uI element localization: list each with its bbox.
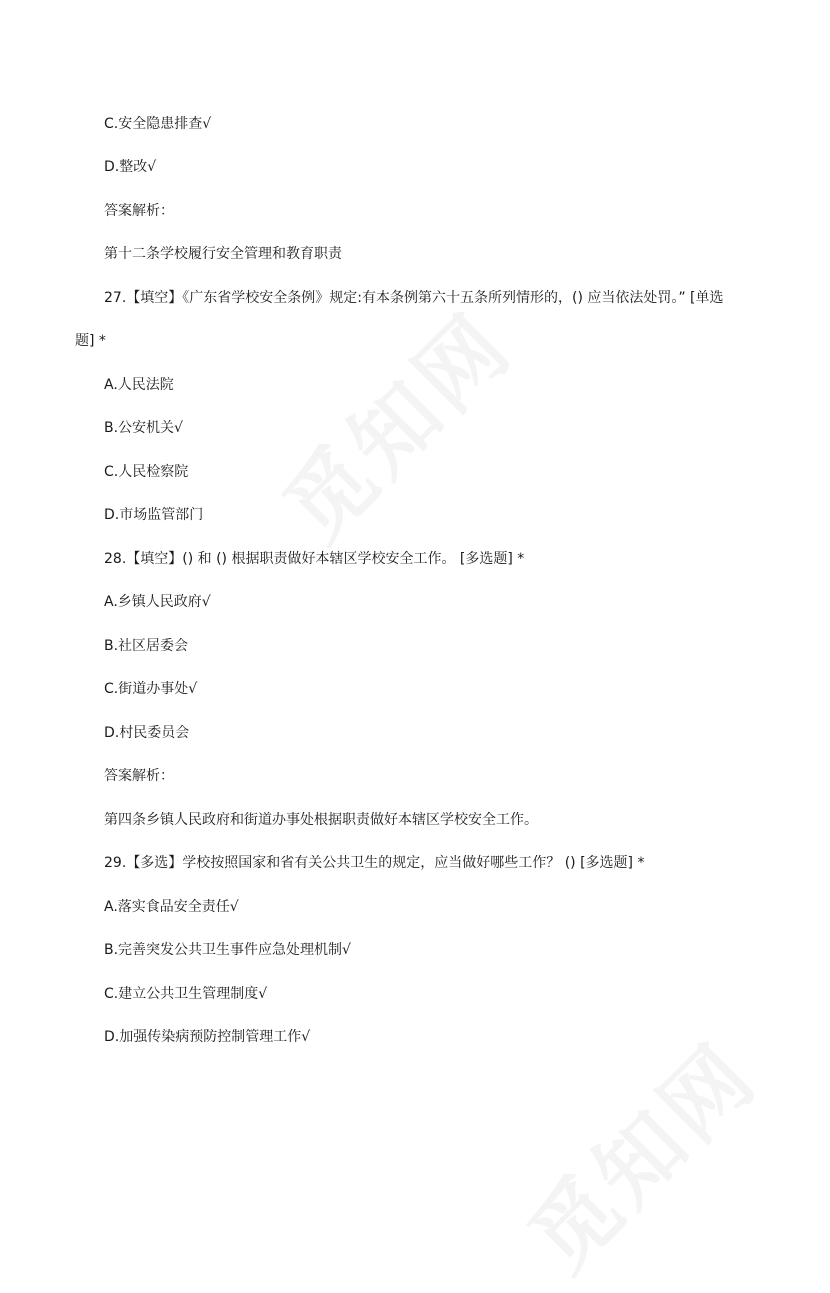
answer-analysis-text: 第十二条学校履行安全管理和教育职责 (104, 246, 342, 262)
option-c: C.建立公共卫生管理制度√ (104, 986, 268, 1002)
option-b: B.社区居委会 (104, 638, 189, 654)
option-d: D.市场监管部门 (104, 507, 204, 523)
question-27-continued: 题] * (75, 333, 106, 349)
option-d: D.整改√ (104, 159, 157, 175)
question-29: 29.【多选】学校按照国家和省有关公共卫生的规定，应当做好哪些工作？ () [多选题] * (104, 855, 645, 871)
option-c: C.人民检察院 (104, 464, 189, 480)
option-b: B.公安机关√ (104, 420, 183, 436)
question-28: 28.【填空】() 和 () 根据职责做好本辖区学校安全工作。 [多选题] * (104, 551, 525, 567)
watermark (252, 281, 535, 564)
option-a: A.落实食品安全责任√ (104, 899, 239, 915)
option-d: D.村民委员会 (104, 725, 190, 741)
option-a: A.乡镇人民政府√ (104, 594, 211, 610)
answer-analysis-text: 第四条乡镇人民政府和街道办事处根据职责做好本辖区学校安全工作。 (104, 812, 538, 828)
answer-analysis-label: 答案解析： (104, 768, 174, 784)
watermark (497, 1011, 780, 1293)
option-c: C.街道办事处√ (104, 681, 198, 697)
answer-analysis-label: 答案解析： (104, 203, 174, 219)
option-b: B.完善突发公共卫生事件应急处理机制√ (104, 942, 351, 958)
question-27: 27.【填空】《广东省学校安全条例》规定:有本条例第六十五条所列情形的，() 应当依法处罚。” [单选 (104, 290, 724, 306)
option-a: A.人民法院 (104, 377, 174, 393)
option-c: C.安全隐患排查√ (104, 116, 212, 132)
option-d: D.加强传染病预防控制管理工作√ (104, 1029, 311, 1045)
